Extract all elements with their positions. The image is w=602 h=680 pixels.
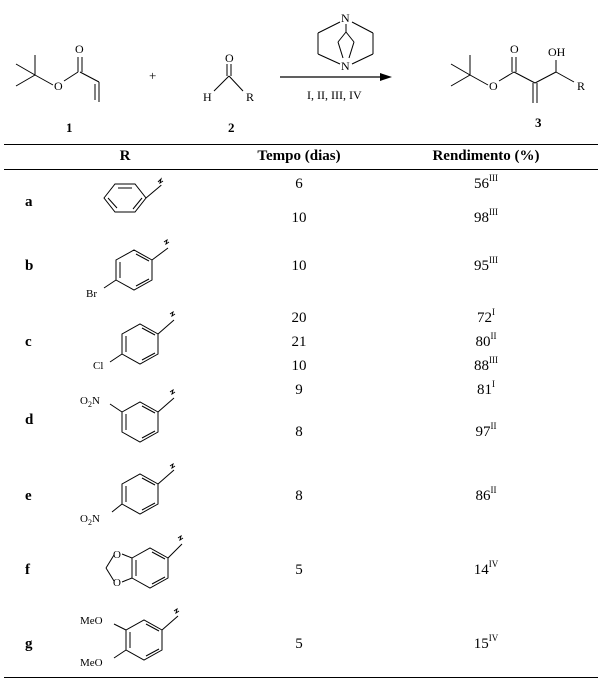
product-3-r-group: R: [577, 79, 586, 93]
row-b-structure: [82, 240, 192, 300]
row-d-yield-2: [475, 421, 497, 441]
row-d-yield-1: [477, 379, 495, 399]
row-e-nitro-group: $O_2N$: [80, 513, 100, 527]
table-top-rule: [4, 144, 598, 145]
row-b-letter: b: [25, 258, 34, 274]
header-time: Tempo (dias): [257, 148, 341, 164]
yield-value: 72: [477, 310, 492, 326]
row-f-oxygen-bottom: O: [113, 577, 121, 589]
row-g-letter: g: [25, 636, 33, 652]
condition-superscript: IV: [488, 633, 499, 643]
plus-sign: +: [149, 68, 157, 83]
yield-value: 56: [474, 176, 489, 192]
row-f-time: 5: [295, 562, 303, 578]
reactant-1-ether-oxygen: O: [54, 79, 63, 93]
yield-value: 81: [477, 382, 492, 398]
row-a-letter: a: [25, 194, 33, 210]
row-e-letter: e: [25, 488, 32, 504]
dabco-structure: [318, 22, 373, 64]
product-3-label: 3: [535, 115, 542, 130]
row-f-letter: f: [25, 562, 30, 578]
row-c-letter: c: [25, 334, 32, 350]
row-b-bromine: Br: [86, 288, 97, 300]
condition-superscript: IV: [488, 559, 499, 569]
row-c-chlorine: Cl: [93, 360, 104, 372]
header-r: R: [119, 148, 131, 164]
reactant-2-structure: [214, 64, 243, 91]
row-c-yield-2: [475, 331, 497, 351]
condition-superscript: III: [489, 173, 498, 183]
row-g-time: 5: [295, 636, 303, 652]
row-f-oxygen-top: O: [113, 549, 121, 561]
product-3-hydroxyl: OH: [548, 45, 566, 59]
dabco-bottom-nitrogen: N: [341, 59, 350, 73]
row-c-time-3: 10: [291, 358, 307, 374]
reactant-1-label: 1: [66, 120, 73, 135]
condition-superscript: II: [490, 331, 497, 341]
row-e-structure: [80, 464, 200, 530]
row-g-methoxy-bottom: MeO: [80, 657, 103, 669]
product-3-structure: [451, 55, 574, 103]
row-a-yield-1: [474, 173, 498, 193]
reaction-conditions: I, II, III, IV: [307, 88, 362, 102]
row-c-yield-3: [474, 355, 498, 375]
reaction-arrow: [280, 73, 392, 81]
reactant-2-oxygen: O: [225, 51, 234, 65]
row-c-time-1: 20: [291, 310, 307, 326]
row-a-yield-2: [474, 207, 498, 227]
yield-value: 86: [475, 488, 491, 504]
row-g-yield: [473, 633, 499, 653]
reactant-2-r-group: R: [246, 90, 255, 104]
row-e-time: 8: [295, 488, 303, 504]
row-f-yield: [473, 559, 499, 579]
condition-superscript: I: [492, 379, 495, 389]
header-yield: Rendimento (%): [432, 148, 540, 164]
yield-value: 15: [473, 636, 489, 652]
condition-superscript: III: [489, 255, 498, 265]
table-bottom-rule: [4, 677, 598, 678]
row-e-yield: [475, 485, 497, 505]
row-a-structure: [100, 178, 180, 222]
yield-value: 14: [473, 562, 489, 578]
product-3-carbonyl-oxygen: O: [510, 42, 519, 56]
row-d-nitro-group: $O_2N$: [80, 395, 100, 409]
row-a-time-2: 10: [291, 210, 307, 226]
row-d-time-2: 8: [295, 424, 303, 440]
row-b-time: 10: [291, 258, 307, 274]
row-c-structure: [90, 306, 200, 374]
row-b-yield: [474, 255, 498, 275]
yield-value: 88: [474, 358, 489, 374]
condition-superscript: II: [490, 421, 497, 431]
reactant-2-label: 2: [228, 120, 235, 135]
yield-value: 95: [474, 258, 489, 274]
yield-value: 97: [475, 424, 491, 440]
row-g-structure: [78, 610, 202, 672]
row-g-methoxy-top: MeO: [80, 615, 103, 627]
product-3-ether-oxygen: O: [489, 79, 498, 93]
dabco-top-nitrogen: N: [341, 11, 350, 25]
row-c-time-2: 21: [291, 334, 307, 350]
reactant-1-carbonyl-oxygen: O: [75, 42, 84, 56]
reactant-2-hydrogen: H: [203, 90, 212, 104]
condition-superscript: II: [490, 485, 497, 495]
reaction-scheme: [0, 0, 602, 142]
row-d-time-1: 9: [295, 382, 303, 398]
condition-superscript: III: [489, 207, 498, 217]
condition-superscript: III: [489, 355, 498, 365]
yield-value: 80: [475, 334, 491, 350]
table-header-rule: [4, 169, 598, 170]
condition-superscript: I: [492, 307, 495, 317]
row-f-structure: [92, 536, 202, 602]
yield-value: 98: [474, 210, 489, 226]
row-a-time-1: 6: [295, 176, 303, 192]
row-d-letter: d: [25, 412, 34, 428]
row-d-structure: [80, 388, 200, 454]
row-c-yield-1: [477, 307, 495, 327]
